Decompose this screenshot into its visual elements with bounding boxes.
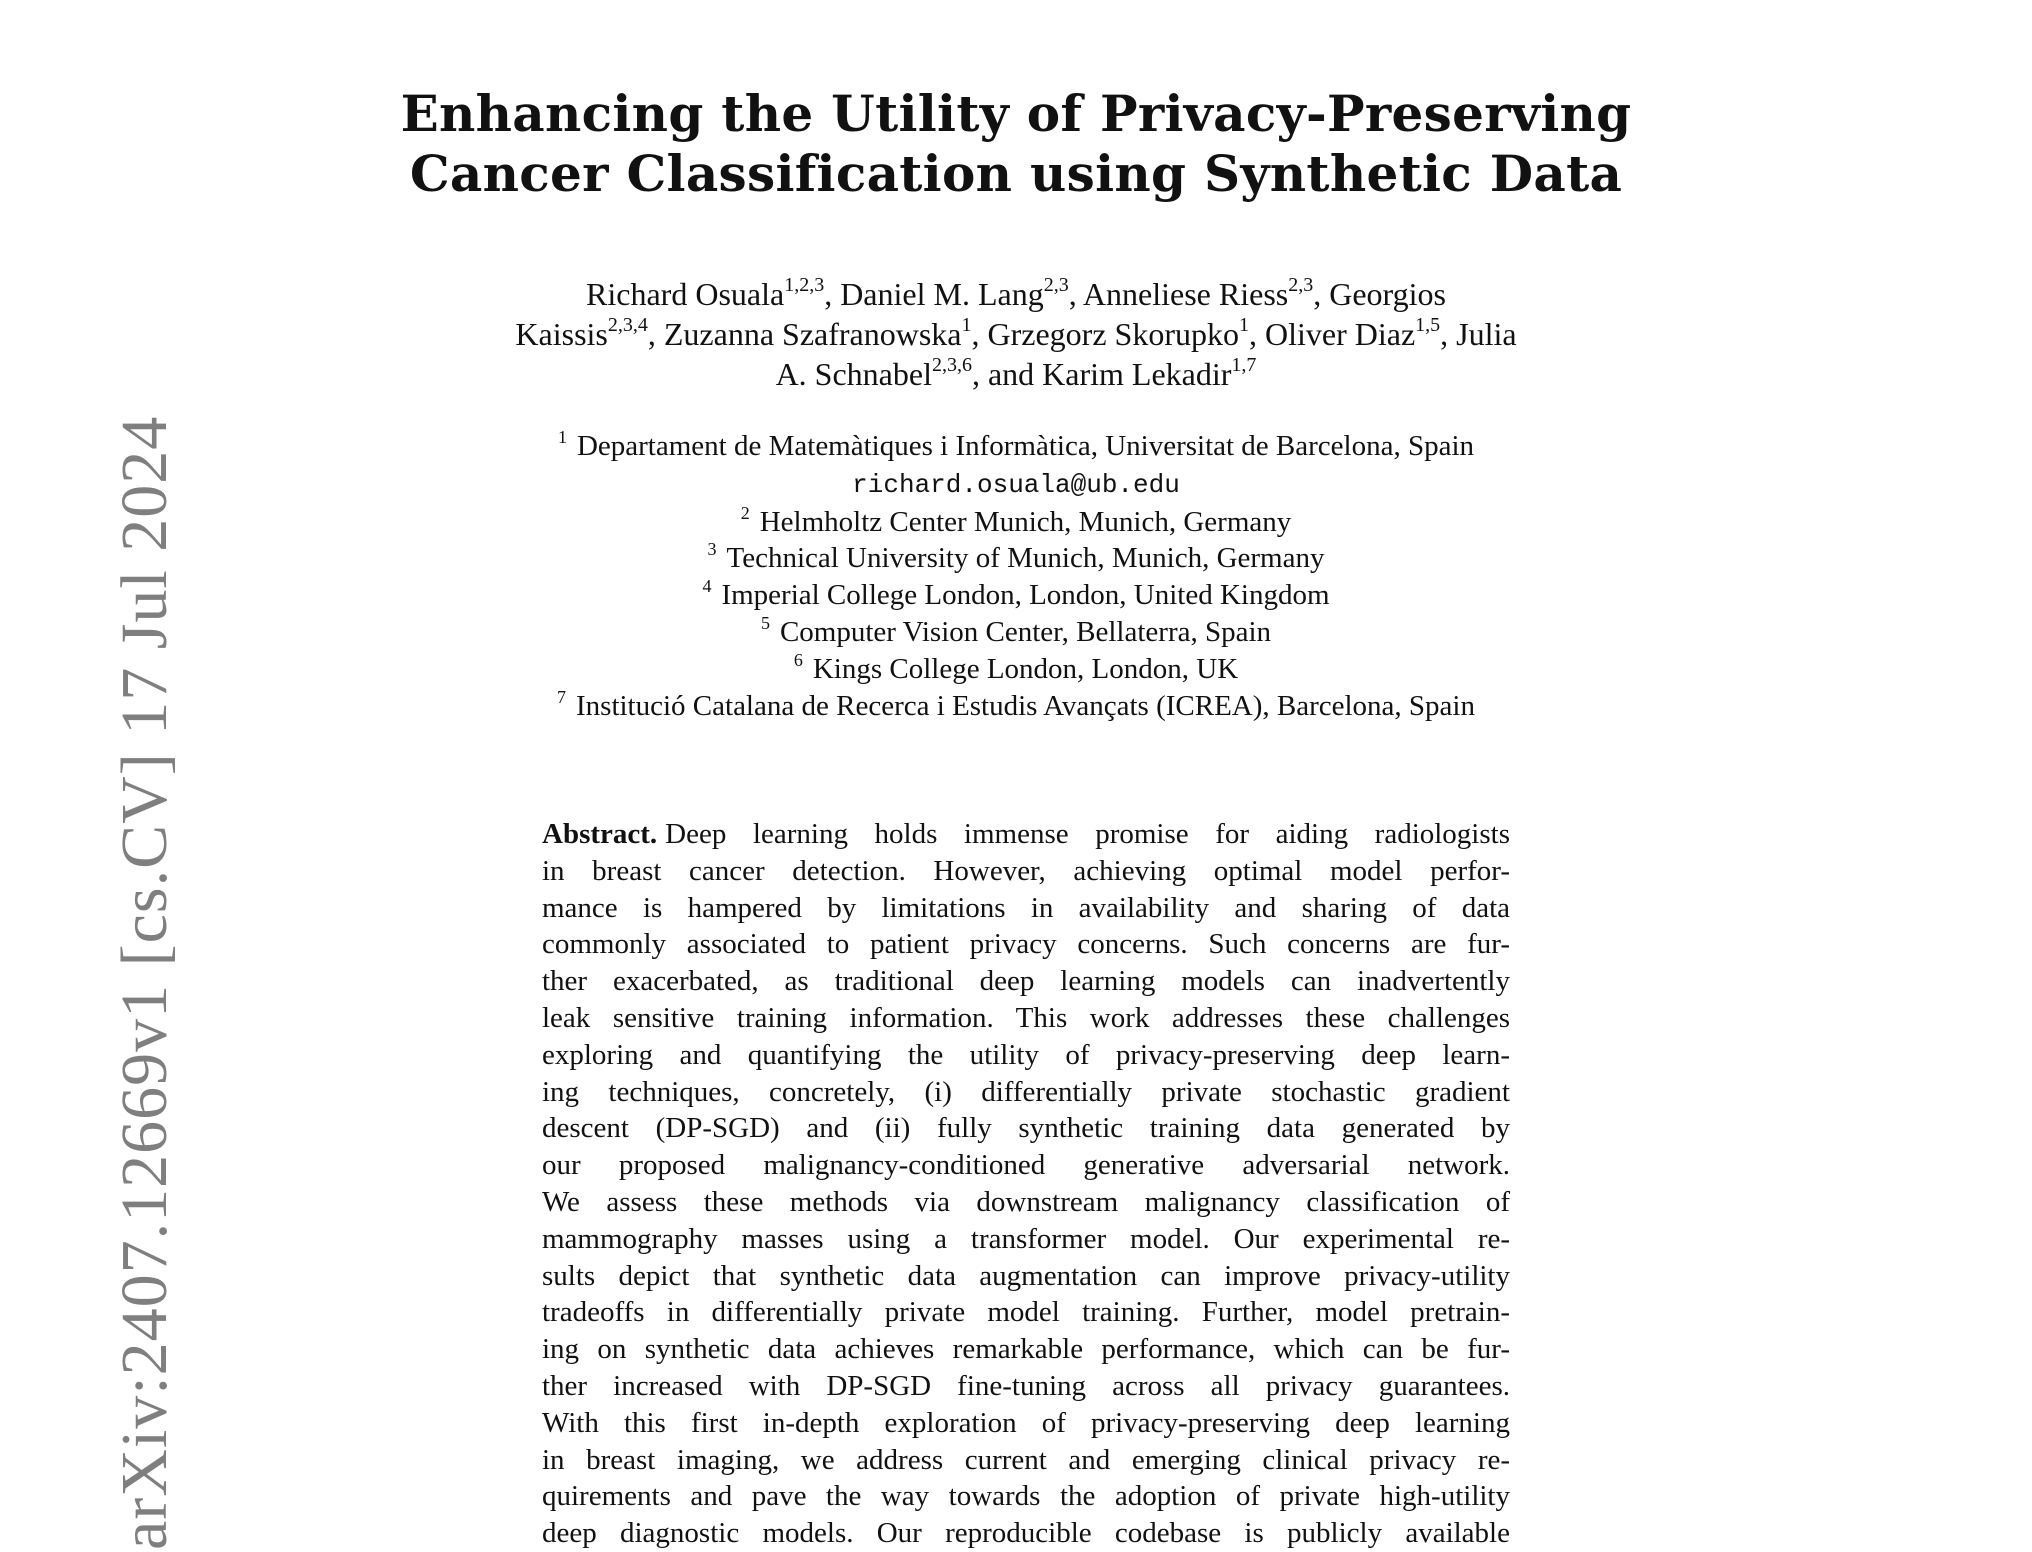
abstract-line: leak sensitive training information. This work addresses these challenges [542, 1001, 1510, 1034]
affiliation-number: 3 [707, 539, 717, 560]
affiliation-text: Helmholtz Center Munich, Munich, Germany [759, 505, 1292, 538]
affiliation-number: 5 [760, 612, 770, 633]
author-separator: , [1440, 316, 1457, 352]
author-line [0, 314, 2032, 354]
affiliation [0, 651, 2032, 688]
arxiv-identifier: arXiv:2407.12669v1 [cs.CV] 17 Jul 2024 [108, 415, 181, 1550]
author-name: Karim Lekadir [1042, 356, 1232, 392]
author-name: Grzegorz Skorupko [987, 316, 1239, 352]
author-line [0, 354, 2032, 394]
affiliation-number: 1 [557, 427, 567, 447]
affiliation-number: 4 [702, 576, 712, 597]
abstract-line: exploring and quantifying the utility of privacy-preserving deep learn- [542, 1038, 1510, 1071]
affiliation-text: Kings College London, London, UK [812, 652, 1239, 685]
affiliation [0, 504, 2032, 541]
author-separator: , [1313, 276, 1330, 312]
abstract-line: tradeoffs in differentially private model training. Further, model pretrain- [542, 1296, 1510, 1329]
author-affiliation-marks: 2,3 [1043, 274, 1069, 296]
abstract-line [542, 816, 1510, 853]
abstract-line: descent (DP-SGD) and (ii) fully synthetic training data generated by [542, 1112, 1510, 1145]
author-separator: , [1068, 276, 1083, 312]
affiliation-text: Technical University of Munich, Munich, Germany [726, 542, 1325, 575]
paper-title [0, 84, 2032, 204]
abstract-line: mance is hampered by limitations in availability and sharing of data [542, 891, 1510, 924]
abstract-line: mammography masses using a transformer model. Our experimental re- [542, 1222, 1510, 1255]
author-separator: , [647, 316, 664, 352]
author-separator: , [1248, 316, 1265, 352]
author-affiliation-marks: 1,7 [1231, 354, 1257, 376]
affiliation-text: Computer Vision Center, Bellaterra, Spain [779, 615, 1272, 648]
author-name: Richard Osuala [586, 276, 785, 312]
author-separator: , and [971, 356, 1043, 392]
affiliation [0, 428, 2032, 465]
author-affiliation-marks: 2,3,6 [931, 354, 972, 376]
affiliation-text: Institució Catalana de Recerca i Estudis Avançats (ICREA), Barcelona, Spain [576, 689, 1475, 722]
affiliation [0, 540, 2032, 577]
contact-email[interactable] [0, 465, 2032, 504]
author-affiliation-marks: 2,3,4 [607, 314, 648, 336]
abstract-line: in breast cancer detection. However, achieving optimal model perfor- [542, 854, 1510, 887]
author-name: Zuzanna Szafranowska [663, 316, 962, 352]
abstract [542, 816, 1510, 1552]
abstract-label: Abstract. [542, 818, 658, 850]
author-name-first: Georgios [1329, 276, 1446, 312]
author-separator: , [824, 276, 841, 312]
affiliation-number: 2 [740, 502, 750, 523]
abstract-line: ing techniques, concretely, (i) differentially private stochastic gradient [542, 1075, 1510, 1108]
affiliation-list [0, 428, 2032, 724]
affiliation-text: Imperial College London, London, United Kingdom [721, 579, 1330, 612]
abstract-text: Deep learning holds immense promise for aiding radiologists [665, 818, 1510, 850]
email-text[interactable]: richard.osuala@ub.edu [852, 469, 1180, 500]
author-affiliation-marks: 1 [1238, 314, 1249, 336]
abstract-line: quirements and pave the way towards the adoption of private high-utility [542, 1480, 1510, 1513]
author-separator: , [971, 316, 988, 352]
author-affiliation-marks: 1 [961, 314, 972, 336]
title-line: Enhancing the Utility of Privacy-Preserving [400, 84, 1632, 143]
author-list [0, 274, 2032, 394]
abstract-line: ing on synthetic data achieves remarkable performance, which can be fur- [542, 1333, 1510, 1366]
affiliation [0, 614, 2032, 651]
abstract-line: ther exacerbated, as traditional deep learning models can inadvertently [542, 965, 1510, 998]
author-affiliation-marks: 2,3 [1288, 274, 1314, 296]
affiliation-text: Departament de Matemàtiques i Informàtica, Universitat de Barcelona, Spain [576, 430, 1475, 462]
author-name-last: Kaissis [515, 316, 608, 352]
affiliation [0, 577, 2032, 614]
author-affiliation-marks: 1,5 [1415, 314, 1441, 336]
author-line [0, 274, 2032, 314]
abstract-line: commonly associated to patient privacy concerns. Such concerns are fur- [542, 928, 1510, 961]
author-name-first: Julia [1456, 316, 1517, 352]
abstract-line: We assess these methods via downstream malignancy classification of [542, 1185, 1510, 1218]
abstract-line: ther increased with DP-SGD fine-tuning across all privacy guarantees. [542, 1369, 1510, 1402]
abstract-line: our proposed malignancy-conditioned generative adversarial network. [542, 1149, 1510, 1182]
author-name: Oliver Diaz [1264, 316, 1416, 352]
abstract-line: With this first in-depth exploration of privacy-preserving deep learning [542, 1406, 1510, 1439]
affiliation [0, 688, 2032, 725]
abstract-line: deep diagnostic models. Our reproducible codebase is publicly available [542, 1517, 1510, 1550]
author-name: Anneliese Riess [1082, 276, 1289, 312]
abstract-line: in breast imaging, we address current and emerging clinical privacy re- [542, 1443, 1510, 1476]
affiliation-number: 6 [793, 649, 803, 670]
abstract-line: sults depict that synthetic data augmentation can improve privacy-utility [542, 1259, 1510, 1292]
author-affiliation-marks: 1,2,3 [784, 274, 825, 296]
affiliation-number: 7 [557, 686, 566, 707]
author-name: Daniel M. Lang [840, 276, 1044, 312]
title-line: Cancer Classification using Synthetic Data [409, 144, 1623, 203]
author-name-last: A. Schnabel [775, 356, 932, 392]
